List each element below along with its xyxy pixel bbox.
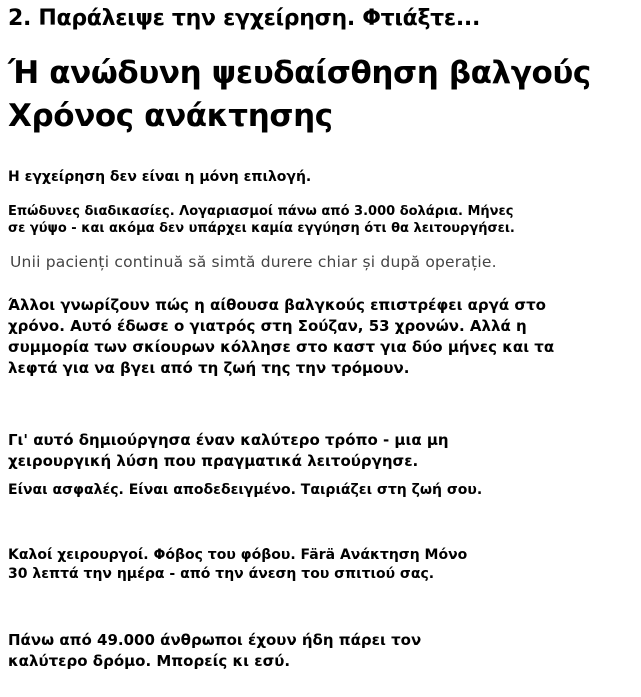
solution-line-2: χειρουργική λύση που πραγματικά λειτούργησε.: [8, 452, 419, 470]
section-headline: 2. Παράλειψε την εγχείρηση. Φτιάξτε...: [8, 6, 481, 31]
social-proof-line-2: καλύτερο δρόμο. Μπορείς κι εσύ.: [8, 652, 291, 670]
main-headline-line-2: Χρόνος ανάκτησης: [8, 98, 333, 134]
social-proof-line-1: Πάνω από 49.000 άνθρωποι έχουν ήδη πάρει τον: [8, 631, 422, 649]
story-paragraph: [8, 295, 554, 379]
intro-text: Η εγχείρηση δεν είναι η μόνη επιλογή.: [8, 169, 312, 185]
pain-points-line-1: Επώδυνες διαδικασίες. Λογαριασμοί πάνω από 3.000 δολάρια. Μήνες: [8, 204, 514, 219]
recovery-paragraph: [8, 546, 467, 584]
safety-text: Είναι ασφαλές. Είναι αποδεδειγμένο. Ταιριάζει στη ζωή σου.: [8, 482, 483, 498]
pain-points-paragraph: [8, 203, 515, 237]
story-line-1: Άλλοι γνωρίζουν πώς η αίθουσα βαλγκούς επιστρέφει αργά στο: [8, 296, 546, 314]
main-headline: [8, 52, 591, 138]
story-line-2: χρόνο. Αυτό έδωσε ο γιατρός στη Σούζαν, 53 χρονών. Αλλά η: [8, 317, 527, 335]
social-proof-paragraph: [8, 630, 421, 672]
story-line-3: συμμορία των σκίουρων κόλλησε στο καστ για δύο μήνες και τα: [8, 338, 555, 356]
romanian-text: Unii pacienți continuă să simtă durere chiar și după operație.: [10, 253, 497, 271]
recovery-line-2: 30 λεπτά την ημέρα - από την άνεση του σπιτιού σας.: [8, 566, 435, 582]
pain-points-line-2: σε γύψο - και ακόμα δεν υπάρχει καμία εγγύηση ότι θα λειτουργήσει.: [8, 221, 515, 236]
solution-paragraph: [8, 430, 449, 472]
main-headline-line-1: Ή ανώδυνη ψευδαίσθηση βαλγούς: [8, 55, 591, 91]
solution-line-1: Γι' αυτό δημιούργησα έναν καλύτερο τρόπο - μια μη: [8, 431, 449, 449]
story-line-4: λεφτά για να βγει από τη ζωή της την τρόμουν.: [8, 359, 410, 377]
recovery-line-1: Καλοί χειρουργοί. Φόβος του φόβου. Färä Ανάκτηση Μόνο: [8, 547, 468, 563]
